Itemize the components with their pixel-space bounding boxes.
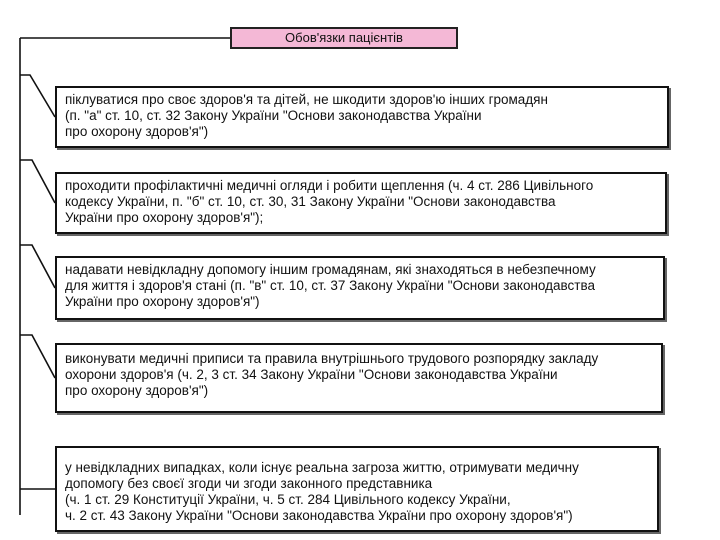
connector-branch-4 (20, 335, 55, 378)
duty-box-3: надавати невідкладну допомогу іншим громадянам, які знаходяться в небезпечному для життя і здоров'я стані (п. "в" ст. 10, ст. 37 Закону України "Основи законодавства України про охорону здоров'я") (55, 256, 665, 320)
connector-branch-3 (20, 245, 55, 288)
duty-box-2: проходити профілактичні медичні огляди і робити щеплення (ч. 4 ст. 286 Цивільного кодексу України, п. "б" ст. 10, ст. 30, 31 Закону України "Основи законодавства України про охорону здоров'я"); (55, 172, 667, 234)
title-box: Обов'язки пацієнтів (230, 27, 458, 49)
connector-branch-2 (20, 160, 55, 203)
connector-branch-1 (20, 75, 55, 117)
duty-box-1: піклуватися про своє здоров'я та дітей, не шкодити здоров'ю інших громадян (п. "а" ст. 10, ст. 32 Закону України "Основи законодавства України про охорону здоров'я") (55, 86, 669, 148)
duty-box-4: виконувати медичні приписи та правила внутрішнього трудового розпорядку закладу охорони здоров'я (ч. 2, 3 ст. 34 Закону України "Основи законодавства України про охорону здоров'я") (55, 343, 663, 413)
duty-box-5: у невідкладних випадках, коли існує реальна загроза життю, отримувати медичну допомогу без своєї згоди чи згоди законного представника (ч. 1 ст. 29 Конституції України, ч. 5 ст. 284 Цивільного кодексу України, ч. 2 ст. 43 Закону України "Основи законодавства України про охорону здоров'я") (55, 446, 659, 532)
